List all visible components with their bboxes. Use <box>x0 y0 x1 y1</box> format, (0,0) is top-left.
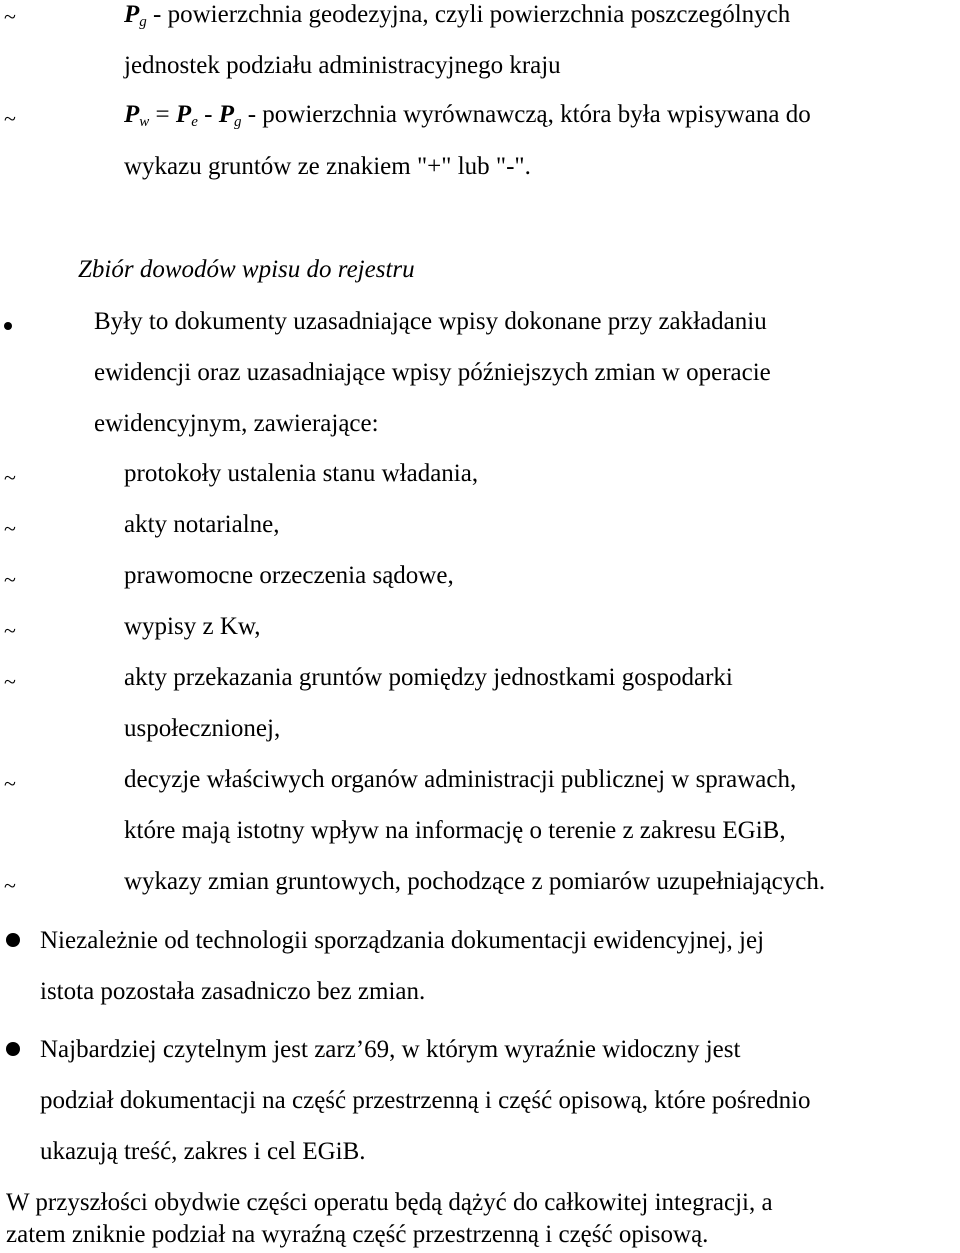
tilde-marker: ~ <box>4 618 16 643</box>
definition-pg-line1 <box>124 0 790 37</box>
tilde-marker: ~ <box>4 106 16 131</box>
definition-text: - powierzchnia geodezyjna, czyli powierzchnia poszczególnych <box>146 1 791 28</box>
definition-pw-line2: wykazu gruntów ze znakiem "+" lub "-". <box>124 153 531 180</box>
intro-line: ewidencji oraz uzasadniające wpisy późniejszych zmian w operacie <box>94 359 771 386</box>
list-item: akty notarialne, <box>124 511 280 538</box>
tilde-marker: ~ <box>4 465 16 490</box>
definition-pw-line1 <box>124 100 811 137</box>
bullet-large-icon <box>6 933 20 947</box>
list-item: wypisy z Kw, <box>124 613 261 640</box>
list-item: decyzje właściwych organów administracji publicznej w sprawach, <box>124 766 797 793</box>
bullet-small-icon <box>4 322 12 330</box>
minus-sign: - <box>197 101 219 128</box>
symbol-p: P <box>124 1 140 28</box>
equals-sign: = <box>149 101 176 128</box>
definition-pg-line2: jednostek podziału administracyjnego kraju <box>124 52 561 79</box>
bullet-paragraph-line: podział dokumentacji na część przestrzenną i część opisową, które pośrednio <box>40 1087 811 1114</box>
bullet-paragraph-line: ukazują treść, zakres i cel EGiB. <box>40 1138 366 1165</box>
tilde-marker: ~ <box>4 873 16 898</box>
bullet-large-icon <box>6 1042 20 1056</box>
tilde-marker: ~ <box>4 669 16 694</box>
subscript-g: g <box>139 14 147 30</box>
subscript-g: g <box>233 114 242 130</box>
symbol-p: P <box>124 101 140 128</box>
list-item-continuation: które mają istotny wpływ na informację o terenie z zakresu EGiB, <box>124 817 786 844</box>
list-item: prawomocne orzeczenia sądowe, <box>124 562 454 589</box>
list-item: protokoły ustalenia stanu władania, <box>124 460 479 487</box>
intro-line: Były to dokumenty uzasadniające wpisy dokonane przy zakładaniu <box>94 308 767 335</box>
definition-text: - powierzchnia wyrównawczą, która była wpisywana do <box>241 101 811 128</box>
symbol-p: P <box>218 101 234 128</box>
subscript-w: w <box>139 114 150 130</box>
list-item: wykazy zmian gruntowych, pochodzące z pomiarów uzupełniających. <box>124 868 826 895</box>
symbol-p: P <box>175 101 192 128</box>
closing-line: W przyszłości obydwie części operatu będą dążyć do całkowitej integracji, a <box>6 1189 773 1216</box>
bullet-paragraph-line: Niezależnie od technologii sporządzania dokumentacji ewidencyjnej, jej <box>40 927 765 954</box>
section-title: Zbiór dowodów wpisu do rejestru <box>78 256 415 283</box>
subscript-e: e <box>191 114 198 130</box>
tilde-marker: ~ <box>4 4 16 29</box>
tilde-marker: ~ <box>4 567 16 592</box>
bullet-paragraph-line: Najbardziej czytelnym jest zarz’69, w którym wyraźnie widoczny jest <box>40 1036 741 1063</box>
tilde-marker: ~ <box>4 771 16 796</box>
tilde-marker: ~ <box>4 516 16 541</box>
list-item: akty przekazania gruntów pomiędzy jednostkami gospodarki <box>124 664 733 691</box>
closing-line: zatem zniknie podział na wyraźną część przestrzenną i część opisową. <box>6 1221 709 1248</box>
bullet-paragraph-line: istota pozostała zasadniczo bez zmian. <box>40 978 426 1005</box>
list-item-continuation: uspołecznionej, <box>124 715 281 742</box>
intro-line: ewidencyjnym, zawierające: <box>94 410 379 437</box>
